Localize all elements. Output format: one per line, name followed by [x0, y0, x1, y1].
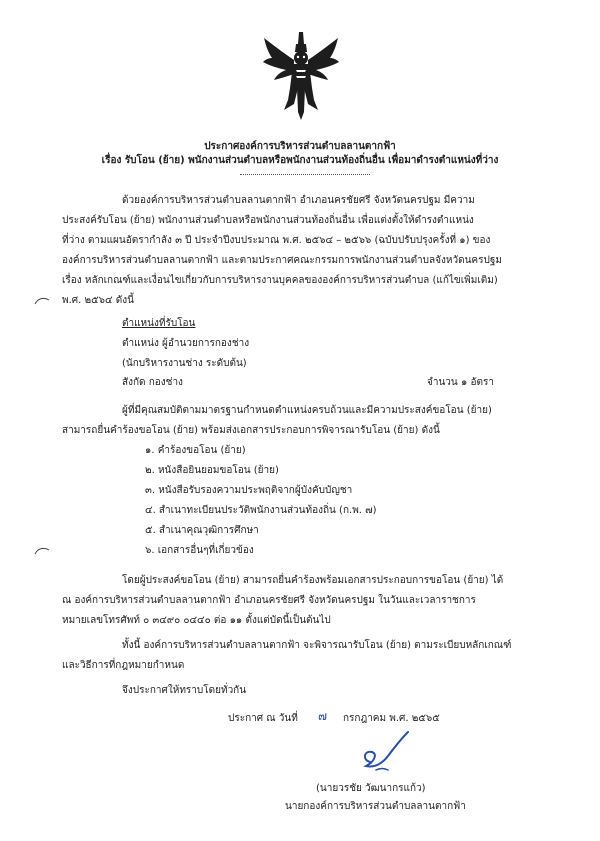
document-item: ๑. คำร้องขอโอน (ย้าย)	[145, 445, 246, 456]
document-subject: เรื่อง รับโอน (ย้าย) พนักงานส่วนตำบลหรือพนักงานส่วนท้องถิ่นอื่น เพื่อมาดำรงตำแหน่งที่ว่าง	[101, 155, 499, 166]
document-item: ๓. หนังสือรับรองความประพฤติจากผู้บังคับบัญชา	[145, 485, 353, 496]
signatory-title: นายกองค์การบริหารส่วนตำบลลานตากฟ้า	[285, 801, 466, 812]
title-divider	[240, 174, 370, 175]
intro-line: ที่ว่าง ตามแผนอัตรากำลัง ๓ ปี ประจำปีงบประมาณ พ.ศ. ๒๕๖๔ – ๒๕๖๖ (ฉบับปรับปรุงครั้งที่ ๑) ของ	[62, 235, 491, 246]
document-item: ๕. สำเนาคุณวุฒิการศึกษา	[145, 525, 259, 536]
requirements-line: สามารถยื่นคำร้องขอโอน (ย้าย) พร้อมส่งเอกสารประกอบการพิจารณารับโอน (ย้าย) ดังนี้	[62, 425, 440, 436]
position-heading: ตำแหน่งที่รับโอน	[122, 318, 196, 329]
signature-mark	[352, 728, 412, 774]
announced-day: ๗	[318, 709, 328, 723]
consideration-line: และวิธีการที่กฎหมายกำหนด	[62, 660, 185, 671]
document-item: ๔. สำเนาทะเบียนประวัติพนักงานส่วนท้องถิ่น (ก.พ. ๗)	[145, 505, 377, 516]
position-level: (นักบริหารงานช่าง ระดับต้น)	[122, 358, 247, 369]
requirements-line: ผู้ที่มีคุณสมบัติตามมาตรฐานกำหนดตำแหน่งครบถ้วนและมีความประสงค์ขอโอน (ย้าย)	[122, 405, 492, 416]
intro-line: องค์การบริหารส่วนตำบลลานตากฟ้า และตามประกาศคณะกรรมการพนักงานส่วนตำบลจังหวัดนครปฐม	[62, 255, 502, 266]
submission-line: ณ องค์การบริหารส่วนตำบลลานตากฟ้า อำเภอนครชัยศรี จังหวัดนครปฐม ในวันและเวลาราชการ	[62, 595, 476, 606]
punch-mark	[34, 546, 50, 556]
announced-month-year: กรกฎาคม พ.ศ. ๒๕๖๕	[343, 713, 440, 724]
garuda-emblem-icon	[260, 30, 342, 122]
submission-line: โดยผู้ประสงค์ขอโอน (ย้าย) สามารถยื่นคำร้องพร้อมเอกสารประกอบการขอโอน (ย้าย) ได้	[122, 575, 504, 586]
intro-line: เรื่อง หลักเกณฑ์และเงื่อนไขเกี่ยวกับการบริหารงานบุคคลขององค์การบริหารส่วนตำบล (แก้ไขเพิ่มเติม)	[62, 275, 498, 286]
document-title: ประกาศองค์การบริหารส่วนตำบลลานตากฟ้า	[204, 141, 396, 152]
document-item: ๖. เอกสารอื่นๆที่เกี่ยวข้อง	[145, 545, 254, 556]
signatory-name: (นายวรชัย วัฒนากรแก้ว)	[316, 783, 426, 794]
intro-line: ด้วยองค์การบริหารส่วนตำบลลานตากฟ้า อำเภอนครชัยศรี จังหวัดนครปฐม มีความ	[122, 195, 475, 206]
intro-line: ประสงค์รับโอน (ย้าย) พนักงานส่วนตำบลหรือพนักงานส่วนท้องถิ่นอื่น เพื่อแต่งตั้งให้ดำรงตำแหน่ง	[62, 215, 474, 226]
intro-line: พ.ศ. ๒๕๖๔ ดังนี้	[62, 295, 134, 306]
document-item: ๒. หนังสือยินยอมขอโอน (ย้าย)	[145, 465, 279, 476]
announced-label: ประกาศ ณ วันที่	[228, 713, 298, 724]
closing-text: จึงประกาศให้ทราบโดยทั่วกัน	[122, 685, 247, 696]
position-name: ตำแหน่ง ผู้อำนวยการกองช่าง	[122, 338, 250, 349]
submission-line: หมายเลขโทรศัพท์ ๐ ๓๔๙๐ ๐๔๔๐ ต่อ ๑๑ ตั้งแต่บัดนี้เป็นต้นไป	[62, 615, 331, 626]
position-count: จำนวน ๑ อัตรา	[427, 377, 494, 388]
punch-mark	[34, 296, 50, 306]
position-division: สังกัด กองช่าง	[122, 377, 183, 388]
consideration-line: ทั้งนี้ องค์การบริหารส่วนตำบลลานตากฟ้า จะพิจารณารับโอน (ย้าย) ตามระเบียบหลักเกณฑ์	[122, 640, 512, 651]
